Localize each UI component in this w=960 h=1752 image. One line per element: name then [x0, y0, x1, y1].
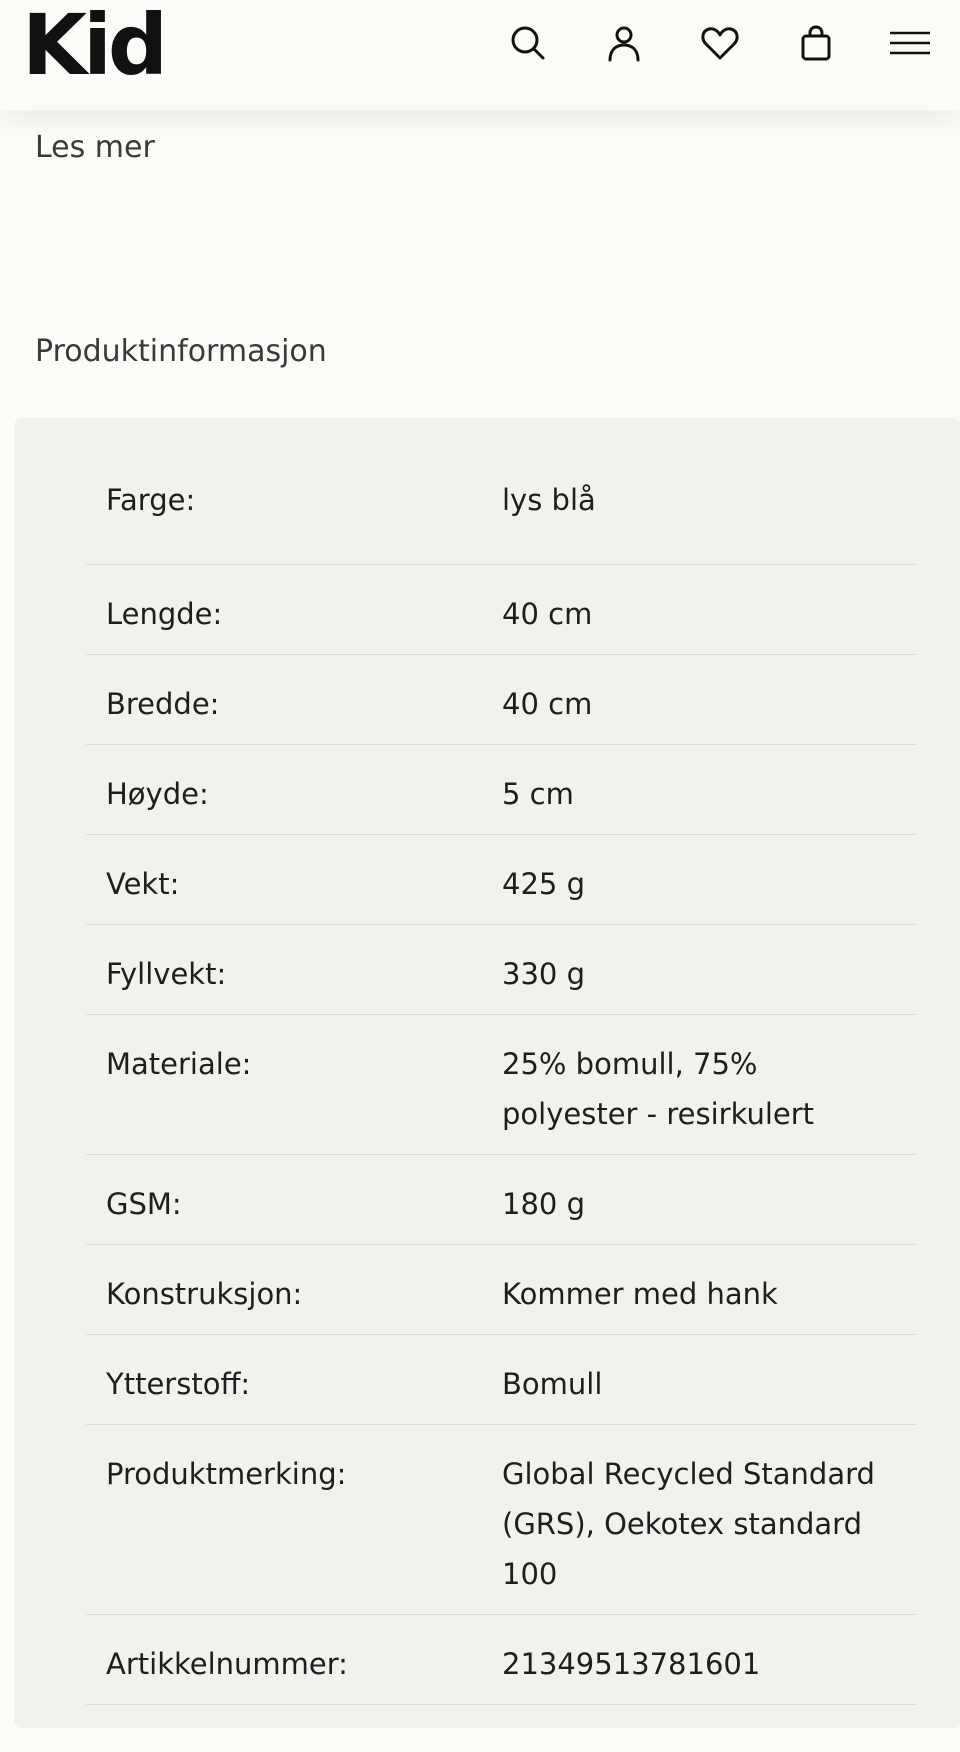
info-value-line: 100	[502, 1557, 558, 1591]
search-icon[interactable]	[506, 21, 550, 65]
bag-icon[interactable]	[794, 21, 838, 65]
product-info-title: Produktinformasjon	[35, 334, 327, 369]
info-label: Produktmerking:	[106, 1457, 347, 1491]
info-label: Ytterstoff:	[106, 1367, 251, 1401]
read-more-link[interactable]: Les mer	[35, 130, 155, 165]
info-row-outer-fabric	[86, 1335, 916, 1425]
info-row-certification	[86, 1425, 916, 1615]
kid-logo[interactable]: Kid	[22, 0, 165, 94]
site-header	[0, 0, 960, 110]
info-row-height	[86, 745, 916, 835]
info-row-length	[86, 565, 916, 655]
info-label: GSM:	[106, 1187, 182, 1221]
info-row-fill-weight	[86, 925, 916, 1015]
info-value: Kommer med hank	[502, 1277, 778, 1311]
info-row-weight	[86, 835, 916, 925]
info-value: lys blå	[502, 483, 596, 517]
info-label: Vekt:	[106, 867, 180, 901]
info-label: Materiale:	[106, 1047, 252, 1081]
info-value: 21349513781601	[502, 1647, 761, 1681]
info-value: 40 cm	[502, 687, 593, 721]
info-value: 5 cm	[502, 777, 574, 811]
heart-icon[interactable]	[698, 21, 742, 65]
info-value: 425 g	[502, 867, 585, 901]
info-row-gsm	[86, 1155, 916, 1245]
info-label: Artikkelnummer:	[106, 1647, 348, 1681]
info-label: Lengde:	[106, 597, 223, 631]
info-value: 180 g	[502, 1187, 585, 1221]
info-row-color	[86, 475, 916, 565]
info-label: Fyllvekt:	[106, 957, 227, 991]
info-label: Farge:	[106, 483, 196, 517]
info-value: 330 g	[502, 957, 585, 991]
info-value-line: Global Recycled Standard	[502, 1457, 875, 1491]
info-value: 40 cm	[502, 597, 593, 631]
info-value-line: (GRS), Oekotex standard	[502, 1507, 862, 1541]
info-row-construction	[86, 1245, 916, 1335]
info-row-width	[86, 655, 916, 745]
info-value-line: polyester - resirkulert	[502, 1097, 815, 1131]
account-icon[interactable]	[602, 21, 646, 65]
info-value: Bomull	[502, 1367, 603, 1401]
info-row-material	[86, 1015, 916, 1155]
menu-icon[interactable]	[888, 21, 932, 65]
info-label: Høyde:	[106, 777, 209, 811]
product-info-panel	[14, 418, 960, 1728]
info-row-article-number	[86, 1615, 916, 1705]
info-label: Bredde:	[106, 687, 220, 721]
info-value-line: 25% bomull, 75%	[502, 1047, 758, 1081]
info-label: Konstruksjon:	[106, 1277, 303, 1311]
